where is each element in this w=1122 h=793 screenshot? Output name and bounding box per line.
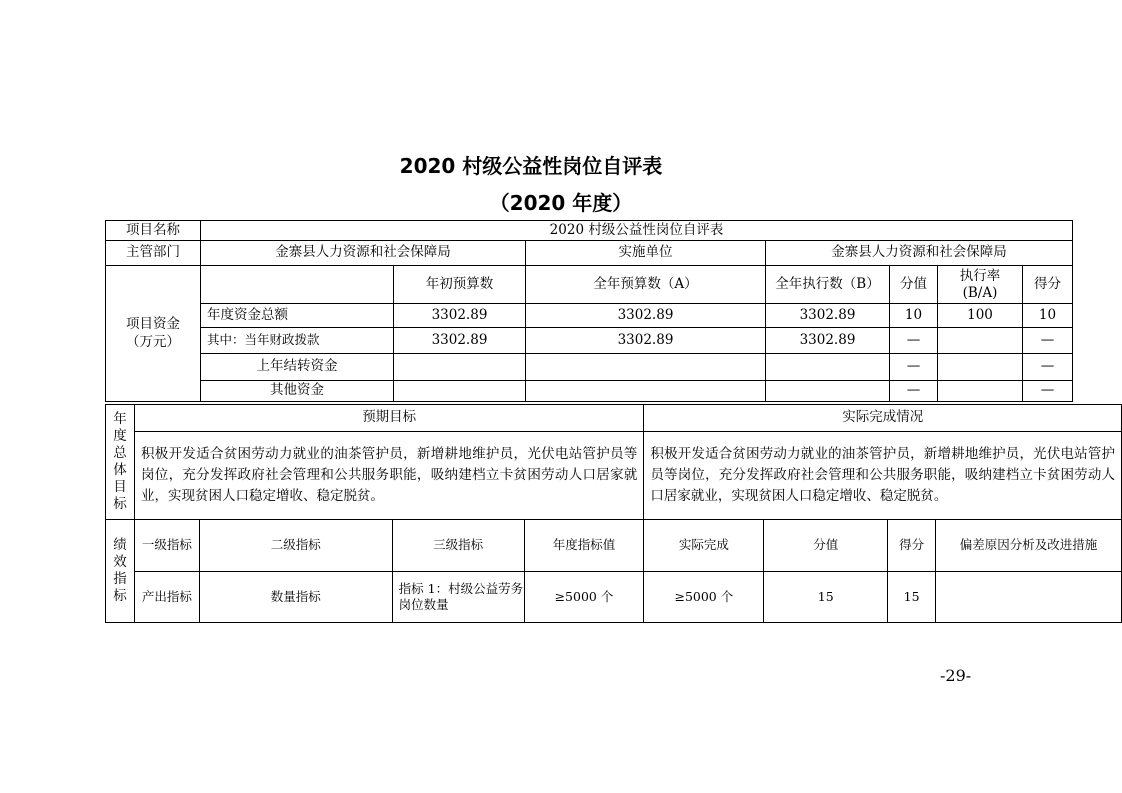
funds-row-label: 上年结转资金 [201,354,394,381]
dept-value: 金寨县人力资源和社会保障局 [201,241,526,266]
perf-cell-level3: 指标 1：村级公益劳务岗位数量 [392,572,524,623]
side-char: 标 [113,587,127,604]
col-exec-rate [938,266,1023,304]
funds-table [105,220,1073,402]
perf-cell-actual: ≥5000 个 [644,572,764,623]
funds-cell: 3302.89 [526,328,766,354]
impl-value: 金寨县人力资源和社会保障局 [766,241,1073,266]
perf-cell-analysis [936,572,1122,623]
funds-cell [526,354,766,381]
funds-cell [766,354,890,381]
funds-cell: — [1023,328,1073,354]
funds-row-label: 年度资金总额 [201,304,394,328]
side-char: 体 [113,462,127,478]
side-char: 绩 [113,537,127,554]
funds-label-line2: （万元） [126,333,180,350]
goals-side-label [106,405,135,520]
funds-cell: — [890,354,938,381]
col-score: 得分 [1023,266,1073,304]
funds-cell [526,381,766,402]
actual-completion-header: 实际完成情况 [644,405,1122,432]
actual-completion-text: 积极开发适合贫困劳动力就业的油茶管护员，新增耕地维护员，光伏电站管护员等岗位，充分发挥政府社会管理和公共服务职能，吸纳建档立卡贫困劳动人口居家就业，实现贫困人口稳定增收、稳定脱贫。 [644,432,1122,520]
col-exec-rate-line1: 执行率 [959,267,1001,284]
side-char: 标 [113,495,127,512]
funds-cell [766,381,890,402]
perf-cell-target: ≥5000 个 [524,572,644,623]
funds-cell: 100 [938,304,1023,328]
side-char: 度 [113,428,127,445]
perf-header-score: 得分 [888,520,936,572]
col-executed: 全年执行数（B） [766,266,890,304]
document-title: 2020 村级公益性岗位自评表 [399,154,663,178]
funds-cell: — [1023,354,1073,381]
funds-cell: — [890,328,938,354]
perf-header-actual: 实际完成 [644,520,764,572]
funds-cell [938,354,1023,381]
funds-cell [938,381,1023,402]
performance-side-label [106,520,135,623]
funds-cell [394,354,526,381]
project-name-value: 2020 村级公益性岗位自评表 [201,221,1073,241]
funds-cell: 10 [1023,304,1073,328]
perf-header-level1: 一级指标 [134,520,199,572]
side-char: 指 [113,571,127,587]
perf-header-score-value: 分值 [764,520,888,572]
document-subtitle: （2020 年度） [489,191,633,215]
dept-label: 主管部门 [106,241,201,266]
funds-cell [394,381,526,402]
perf-header-target: 年度指标值 [524,520,644,572]
side-char: 总 [113,445,127,462]
funds-cell: — [1023,381,1073,402]
perf-cell-level2: 数量指标 [199,572,392,623]
perf-header-analysis: 偏差原因分析及改进措施 [936,520,1122,572]
funds-cell [938,328,1023,354]
perf-cell-score: 15 [888,572,936,623]
funds-label-line1: 项目资金 [126,315,180,332]
funds-section-label [106,266,201,402]
expected-goals-text: 积极开发适合贫困劳动力就业的油茶管护员，新增耕地维护员，光伏电站管护员等岗位，充分发挥政府社会管理和公共服务职能，吸纳建档立卡贫困劳动人口居家就业，实现贫困人口稳定增收、稳定脱贫。 [134,432,643,520]
col-initial-budget: 年初预算数 [394,266,526,304]
side-char: 效 [113,554,127,571]
funds-header-blank [201,266,394,304]
perf-header-level3: 三级指标 [392,520,524,572]
funds-cell: 10 [890,304,938,328]
goals-performance-table [105,404,1122,623]
side-char: 年 [113,411,127,428]
side-char: 目 [113,478,127,495]
funds-cell: 3302.89 [394,328,526,354]
expected-goals-header: 预期目标 [134,405,643,432]
perf-cell-score-value: 15 [764,572,888,623]
impl-label: 实施单位 [526,241,766,266]
funds-row-label: 其中：当年财政拨款 [201,328,394,354]
perf-cell-level1: 产出指标 [134,572,199,623]
col-annual-budget: 全年预算数（A） [526,266,766,304]
funds-cell: 3302.89 [526,304,766,328]
funds-cell: 3302.89 [394,304,526,328]
funds-row-label: 其他资金 [201,381,394,402]
col-exec-rate-line2: (B/A) [962,284,998,301]
perf-header-level2: 二级指标 [199,520,392,572]
page-number: -29- [940,666,972,685]
project-name-label: 项目名称 [106,221,201,241]
col-score-value: 分值 [890,266,938,304]
funds-cell: — [890,381,938,402]
funds-cell: 3302.89 [766,304,890,328]
funds-cell: 3302.89 [766,328,890,354]
